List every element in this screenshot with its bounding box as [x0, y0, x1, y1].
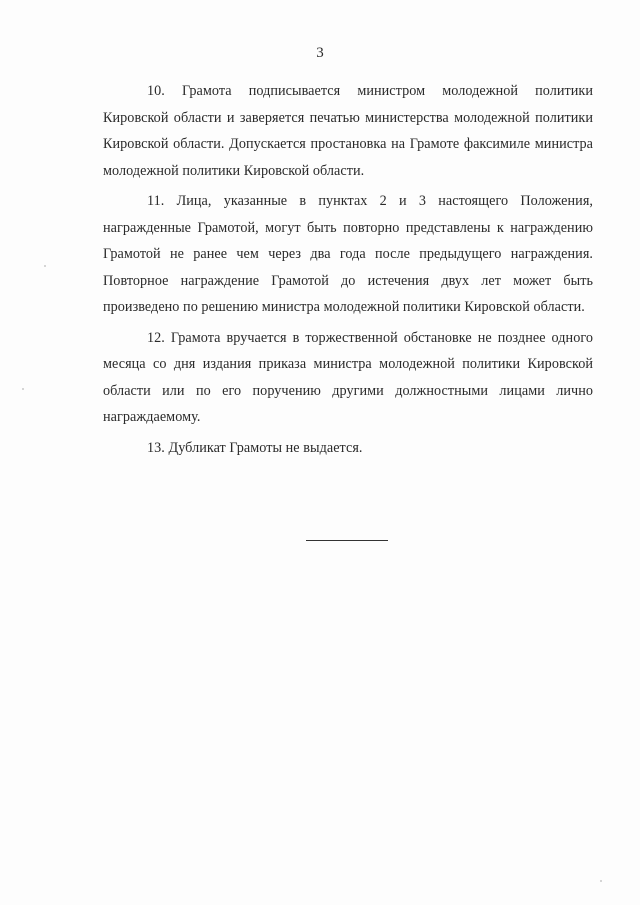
end-of-document-rule: [306, 540, 388, 541]
page-number: 3: [316, 45, 324, 61]
paragraph-12: 12. Грамота вручается в торжественной обстановке не позднее одного месяца со дня издания приказа министра молодежной политики Кировской области или по его поручению другими должностными лицами лично награждаемому.: [103, 329, 593, 425]
paragraph-11: 11. Лица, указанные в пунктах 2 и 3 настоящего Положения, награжденные Грамотой, могут быть повторно представлены к награждению Грамотой не ранее чем через два года после предыдущего награждения. Повторное награждение Грамотой до истечения двух лет может быть произведено по решению министра молодежной политики Кировской области.: [103, 193, 593, 315]
paragraph-13: 13. Дубликат Грамоты не выдается.: [147, 439, 363, 456]
document-body: [103, 78, 593, 465]
scan-speck: [22, 388, 24, 390]
scan-speck: [600, 880, 602, 882]
paragraph-10: 10. Грамота подписывается министром молодежной политики Кировской области и заверяется печатью министерства молодежной политики Кировской области. Допускается простановка на Грамоте факсимиле министра молодежной политики Кировской области.: [103, 83, 593, 179]
scan-speck: [44, 265, 46, 267]
